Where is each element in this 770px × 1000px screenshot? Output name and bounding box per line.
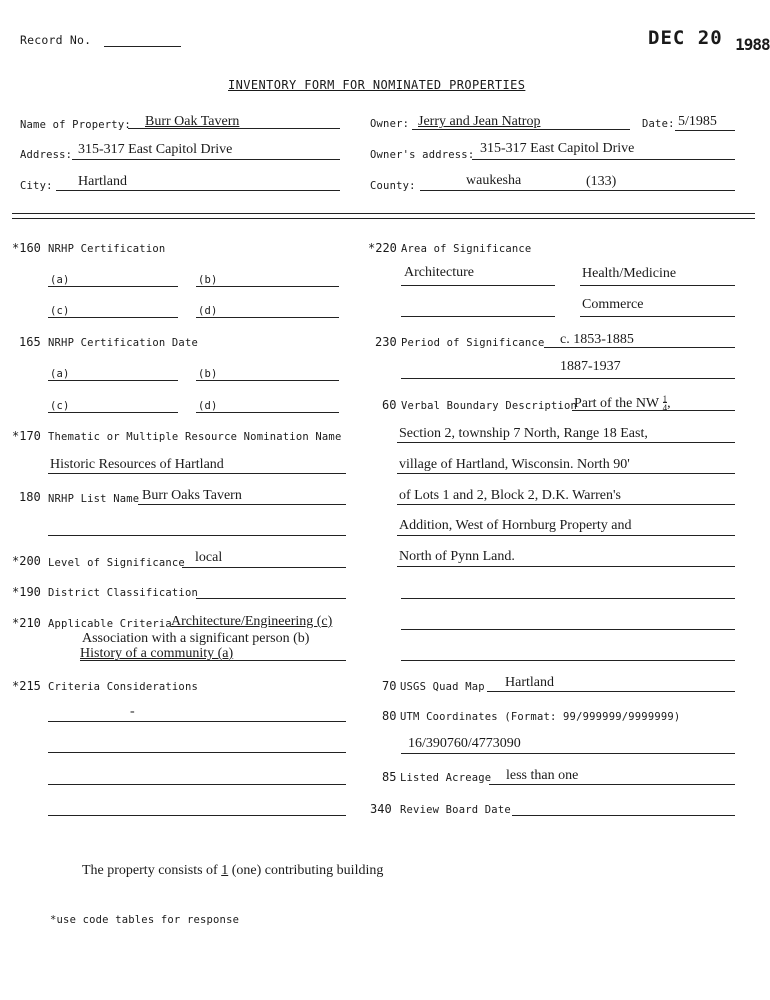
cert-c-label: (c) xyxy=(50,305,70,317)
area-value-3: Commerce xyxy=(582,297,644,312)
owner-field[interactable] xyxy=(412,129,630,130)
footnote: *use code tables for response xyxy=(50,914,240,926)
nrhp-cert-code: *160 xyxy=(12,241,41,255)
nrhp-cert-label: NRHP Certification xyxy=(48,243,166,255)
list-name-field-2[interactable] xyxy=(48,535,346,536)
city-label: City: xyxy=(20,180,53,192)
date-stamp xyxy=(648,27,770,54)
county-label: County: xyxy=(370,180,416,192)
acreage-value: less than one xyxy=(506,768,579,783)
name-of-property-value: Burr Oak Tavern xyxy=(145,114,240,129)
considerations-dash: - xyxy=(130,704,135,719)
city-field[interactable] xyxy=(56,190,340,191)
date-d-field[interactable] xyxy=(196,412,339,413)
boundary-line-3: of Lots 1 and 2, Block 2, D.K. Warren's xyxy=(399,488,621,503)
level-field[interactable] xyxy=(182,567,346,568)
boundary-line-4: Addition, West of Hornburg Property and xyxy=(399,518,632,533)
level-value: local xyxy=(195,550,223,565)
district-label: District Classification xyxy=(48,587,198,599)
stamp-date: DEC 20 xyxy=(648,27,723,49)
boundary-field-8[interactable] xyxy=(401,660,735,661)
owner-address-field[interactable] xyxy=(472,159,735,160)
area-value-2: Health/Medicine xyxy=(582,266,677,281)
quad-label: USGS Quad Map xyxy=(400,681,485,693)
area-field-4[interactable] xyxy=(580,316,735,317)
date-c-label: (c) xyxy=(50,400,70,412)
list-name-value: Burr Oaks Tavern xyxy=(142,488,242,503)
criteria-value-2: Association with a significant person (b) xyxy=(82,631,310,646)
boundary-label: Verbal Boundary Description xyxy=(401,400,578,412)
list-name-label: NRHP List Name xyxy=(48,493,140,505)
quad-value: Hartland xyxy=(505,675,554,690)
date-a-label: (a) xyxy=(50,368,70,380)
period-field-1[interactable] xyxy=(544,347,735,348)
boundary-field-1[interactable] xyxy=(397,442,735,443)
cert-b-label: (b) xyxy=(198,274,218,286)
considerations-field-2[interactable] xyxy=(48,752,346,753)
record-no-label: Record No. xyxy=(20,33,92,47)
criteria-value-1 xyxy=(171,614,332,630)
owner-address-label: Owner's address: xyxy=(370,149,475,161)
acreage-field[interactable] xyxy=(489,784,735,785)
nrhp-cert-date-code: 165 xyxy=(19,335,41,349)
record-no-field[interactable] xyxy=(104,46,181,47)
utm-label: UTM Coordinates (Format: 99/999999/9999999) xyxy=(400,711,681,723)
consists-suffix: (one) contributing building xyxy=(231,863,384,878)
stamp-year: 1988 xyxy=(735,35,770,54)
boundary-field-5[interactable] xyxy=(397,566,735,567)
owner-label: Owner: xyxy=(370,118,410,130)
area-field-2[interactable] xyxy=(580,285,735,286)
utm-value: 16/390760/4773090 xyxy=(408,736,521,751)
county-code: (133) xyxy=(586,174,617,189)
area-label: Area of Significance xyxy=(401,243,532,255)
date-c-field[interactable] xyxy=(48,412,178,413)
list-name-code: 180 xyxy=(19,490,41,504)
boundary-line-1: Section 2, township 7 North, Range 18 East, xyxy=(399,426,648,441)
considerations-field-3[interactable] xyxy=(48,784,346,785)
owner-value: Jerry and Jean Natrop xyxy=(418,114,541,129)
criteria-1-text: Architecture/Engineering (c) xyxy=(171,614,333,629)
city-value: Hartland xyxy=(78,174,127,189)
cert-b-field[interactable] xyxy=(196,286,339,287)
separator-bottom xyxy=(12,218,755,219)
consists-number: 1 xyxy=(221,863,229,878)
boundary-field-7[interactable] xyxy=(401,629,735,630)
fraction-den: 4 xyxy=(662,403,668,413)
boundary-field-0[interactable] xyxy=(572,410,735,411)
level-code: *200 xyxy=(12,554,41,568)
period-label: Period of Significance xyxy=(401,337,545,349)
cert-a-label: (a) xyxy=(50,274,70,286)
thematic-code: *170 xyxy=(12,429,41,443)
consists-prefix: The property consists of xyxy=(82,863,218,878)
boundary-field-2[interactable] xyxy=(397,473,735,474)
nrhp-cert-date-label: NRHP Certification Date xyxy=(48,337,198,349)
address-label: Address: xyxy=(20,149,73,161)
date-b-field[interactable] xyxy=(196,380,339,381)
cert-c-field[interactable] xyxy=(48,317,178,318)
quad-code: 70 xyxy=(382,679,397,693)
area-field-3[interactable] xyxy=(401,316,555,317)
owner-address-value: 315-317 East Capitol Drive xyxy=(480,141,635,156)
district-code: *190 xyxy=(12,585,41,599)
date-label: Date: xyxy=(642,118,675,130)
criteria-code: *210 xyxy=(12,616,41,630)
boundary-line-2: village of Hartland, Wisconsin. North 90' xyxy=(399,457,630,472)
considerations-label: Criteria Considerations xyxy=(48,681,198,693)
review-field[interactable] xyxy=(512,815,735,816)
name-of-property-label: Name of Property: xyxy=(20,119,131,131)
address-field[interactable] xyxy=(72,159,340,160)
fraction-num: 1 xyxy=(662,394,668,404)
considerations-field-4[interactable] xyxy=(48,815,346,816)
acreage-code: 85 xyxy=(382,770,397,784)
criteria-label: Applicable Criteria xyxy=(48,618,172,630)
boundary-comma: , xyxy=(667,396,671,412)
county-value: waukesha xyxy=(466,173,522,188)
date-field[interactable] xyxy=(675,130,735,131)
county-field[interactable] xyxy=(420,190,735,191)
acreage-label: Listed Acreage xyxy=(400,772,492,784)
utm-code: 80 xyxy=(382,709,397,723)
separator-top xyxy=(12,213,755,214)
period-code: 230 xyxy=(375,335,397,349)
boundary-code: 60 xyxy=(382,398,397,412)
thematic-value: Historic Resources of Hartland xyxy=(50,457,224,472)
criteria-field[interactable] xyxy=(80,660,346,661)
area-field-1[interactable] xyxy=(401,285,555,286)
boundary-first-text: Part of the NW xyxy=(574,396,660,412)
boundary-field-4[interactable] xyxy=(397,535,735,536)
period-value-1: c. 1853-1885 xyxy=(560,332,634,347)
review-label: Review Board Date xyxy=(400,804,511,816)
area-value-1: Architecture xyxy=(404,265,474,280)
date-b-label: (b) xyxy=(198,368,218,380)
area-code: *220 xyxy=(368,241,397,255)
cert-d-field[interactable] xyxy=(196,317,339,318)
utm-field[interactable] xyxy=(401,753,735,754)
consists-sentence xyxy=(82,863,383,879)
quad-field[interactable] xyxy=(487,691,735,692)
thematic-label: Thematic or Multiple Resource Nomination Name xyxy=(48,431,342,443)
form-title: INVENTORY FORM FOR NOMINATED PROPERTIES xyxy=(228,78,526,92)
review-code: 340 xyxy=(370,802,392,816)
date-value: 5/1985 xyxy=(678,114,717,129)
criteria-value-3: History of a community (a) xyxy=(80,646,234,661)
boundary-line-5: North of Pynn Land. xyxy=(399,549,515,564)
boundary-field-6[interactable] xyxy=(401,598,735,599)
considerations-field-1[interactable] xyxy=(48,721,346,722)
date-d-label: (d) xyxy=(198,400,218,412)
cert-d-label: (d) xyxy=(198,305,218,317)
date-a-field[interactable] xyxy=(48,380,178,381)
boundary-field-3[interactable] xyxy=(397,504,735,505)
district-field[interactable] xyxy=(196,598,346,599)
address-value: 315-317 East Capitol Drive xyxy=(78,142,233,157)
period-value-2: 1887-1937 xyxy=(560,359,621,374)
thematic-field[interactable] xyxy=(48,473,346,474)
considerations-code: *215 xyxy=(12,679,41,693)
cert-a-field[interactable] xyxy=(48,286,178,287)
level-label: Level of Significance xyxy=(48,557,185,569)
name-of-property-field[interactable] xyxy=(128,128,340,129)
list-name-field[interactable] xyxy=(138,504,346,505)
period-field-2[interactable] xyxy=(401,378,735,379)
